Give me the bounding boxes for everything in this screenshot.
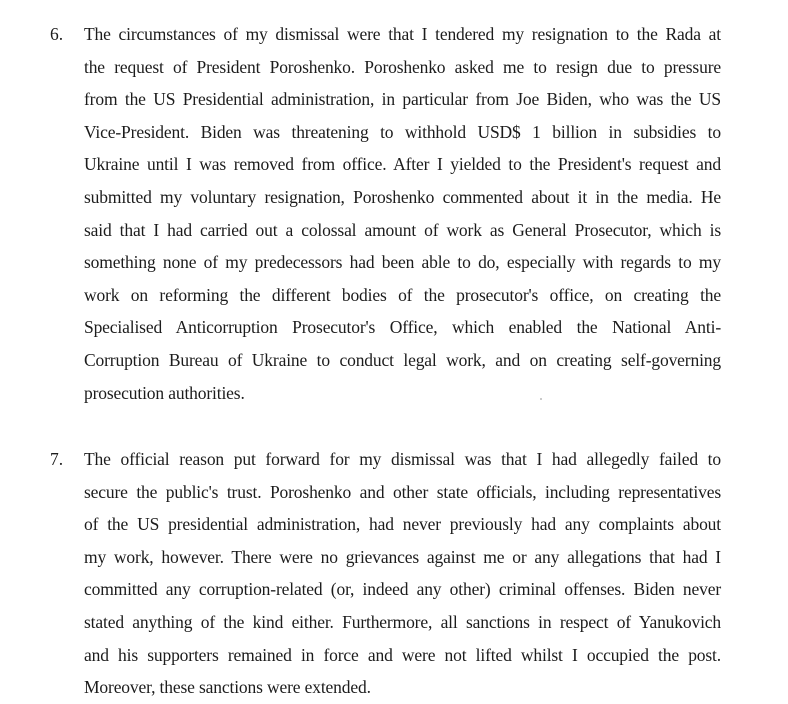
paragraph-line: the request of President Poroshenko. Poroshenko asked me to resign due to pressure: [84, 56, 721, 77]
paragraph-line: The circumstances of my dismissal were that I tendered my resignation to the Rada at: [84, 24, 721, 44]
paragraph-number: 6.: [50, 24, 64, 44]
paragraph-line: secure the public's trust. Poroshenko and other state officials, including representatives: [84, 481, 721, 502]
paragraph-line: The official reason put forward for my dismissal was that I had allegedly failed to: [84, 449, 721, 469]
paragraph-line: said that I had carried out a colossal amount of work as General Prosecutor, which is: [84, 219, 721, 240]
paragraph-line: prosecution authorities.: [84, 382, 245, 403]
paragraph-line: stated anything of the kind either. Furthermore, all sanctions in respect of Yanukovich: [84, 612, 721, 632]
paragraph-line: Moreover, these sanctions were extended.: [84, 677, 371, 698]
paragraph-line: Ukraine until I was removed from office. After I yielded to the President's request and: [84, 154, 721, 175]
paragraph-line: from the US Presidential administration, in particular from Joe Biden, who was the US: [84, 89, 721, 110]
paragraph-line: Specialised Anticorruption Prosecutor's Office, which enabled the National Anti-: [84, 317, 721, 338]
paragraph-line: and his supporters remained in force and were not lifted whilst I occupied the post.: [84, 644, 721, 665]
paragraph-line: committed any corruption-related (or, indeed any other) criminal offenses. Biden never: [84, 579, 721, 600]
scan-speck: [540, 398, 542, 400]
paragraph-line: submitted my voluntary resignation, Poroshenko commented about it in the media. He: [84, 187, 721, 207]
paragraph-line: work on reforming the different bodies of the prosecutor's office, on creating the: [84, 284, 721, 305]
paragraph-line: Vice-President. Biden was threatening to withhold USD$ 1 billion in subsidies to: [84, 121, 721, 142]
paragraph-line: Corruption Bureau of Ukraine to conduct legal work, and on creating self-governing: [84, 350, 721, 370]
paragraph-line: something none of my predecessors had been able to do, especially with regards to my: [84, 252, 721, 273]
paragraph-number: 7.: [50, 449, 64, 469]
paragraph-line: my work, however. There were no grievances against me or any allegations that had I: [84, 546, 721, 567]
paragraph-line: of the US presidential administration, had never previously had any complaints about: [84, 514, 721, 535]
